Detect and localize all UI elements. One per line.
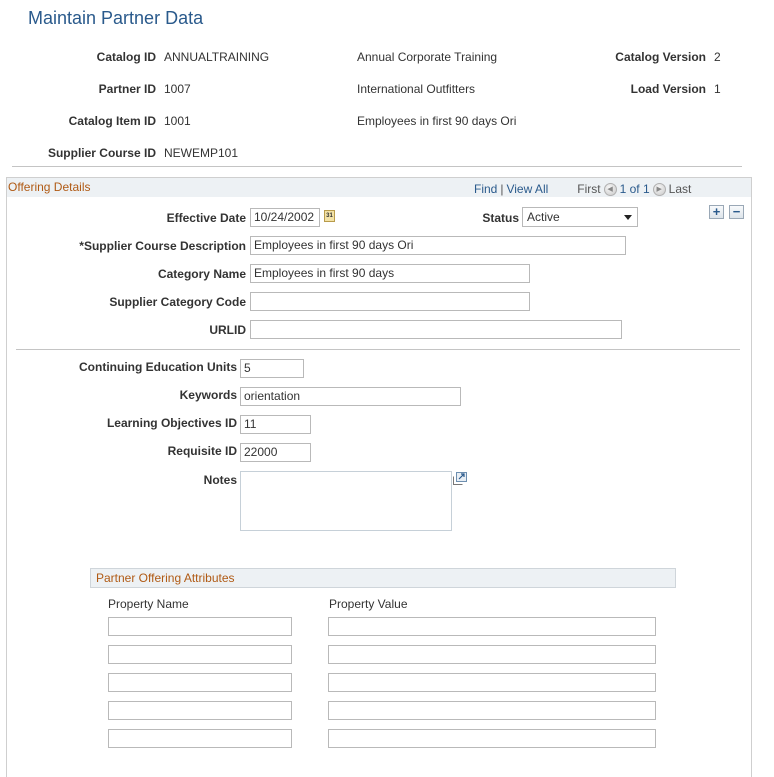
supplier-course-description-input[interactable]: Employees in first 90 days Ori <box>250 236 626 255</box>
page-title: Maintain Partner Data <box>28 8 204 28</box>
property-value-input[interactable] <box>328 645 656 664</box>
requisite-id-input[interactable]: 22000 <box>240 443 311 462</box>
property-name-input[interactable] <box>108 701 292 720</box>
keywords-input[interactable]: orientation <box>240 387 461 406</box>
property-name-input[interactable] <box>108 729 292 748</box>
supplier-category-code-label: Supplier Category Code <box>109 295 246 309</box>
partner-id-label: Partner ID <box>98 82 156 96</box>
effective-date-label: Effective Date <box>166 211 246 225</box>
header-divider <box>12 166 742 167</box>
status-label: Status <box>482 211 519 225</box>
view-all-link[interactable]: View All <box>506 182 549 196</box>
catalog-item-id-value: 1001 <box>164 114 191 128</box>
ceu-label: Continuing Education Units <box>79 360 237 374</box>
first-label: First <box>577 182 601 196</box>
load-version-label: Load Version <box>630 82 706 96</box>
supplier-course-description-label: *Supplier Course Description <box>79 239 246 253</box>
catalog-version-value: 2 <box>714 50 721 64</box>
partner-offering-attributes-title: Partner Offering Attributes <box>96 571 235 585</box>
catalog-item-id-label: Catalog Item ID <box>68 114 156 128</box>
previous-row-icon[interactable]: ◀ <box>604 183 617 196</box>
supplier-category-code-input[interactable] <box>250 292 530 311</box>
property-name-header: Property Name <box>108 597 189 611</box>
supplier-course-id-value: NEWEMP101 <box>164 146 239 160</box>
catalog-id-value: ANNUALTRAINING <box>164 50 270 64</box>
nav-separator: | <box>500 182 504 196</box>
row-count: 1 of 1 <box>619 182 650 196</box>
row-navigation <box>474 182 691 196</box>
learning-objectives-id-label: Learning Objectives ID <box>106 416 237 430</box>
property-value-input[interactable] <box>328 701 656 720</box>
calendar-icon[interactable]: 31 <box>324 210 335 222</box>
catalog-version-label: Catalog Version <box>615 50 706 64</box>
learning-objectives-id-input[interactable]: 11 <box>240 415 311 434</box>
supplier-course-id-label: Supplier Course ID <box>47 146 156 160</box>
status-selected-value: Active <box>527 210 560 224</box>
ceu-input[interactable]: 5 <box>240 359 304 378</box>
category-name-label: Category Name <box>157 267 246 281</box>
property-name-input[interactable] <box>108 673 292 692</box>
next-row-icon[interactable]: ▶ <box>653 183 666 196</box>
property-value-input[interactable] <box>328 673 656 692</box>
urlid-label: URLID <box>209 323 246 337</box>
catalog-item-description: Employees in first 90 days Ori <box>357 114 517 128</box>
delete-row-button[interactable]: − <box>729 205 744 219</box>
notes-label: Notes <box>203 473 237 487</box>
expand-textarea-icon[interactable] <box>453 472 466 484</box>
load-version-value: 1 <box>714 82 721 96</box>
partner-description: International Outfitters <box>357 82 476 96</box>
property-value-input[interactable] <box>328 729 656 748</box>
partner-id-value: 1007 <box>164 82 191 96</box>
property-value-header: Property Value <box>329 597 408 611</box>
property-name-input[interactable] <box>108 617 292 636</box>
category-name-input[interactable]: Employees in first 90 days <box>250 264 530 283</box>
offering-details-title: Offering Details <box>8 180 91 194</box>
requisite-id-label: Requisite ID <box>167 444 237 458</box>
notes-textarea[interactable] <box>240 471 452 531</box>
add-row-button[interactable]: + <box>709 205 724 219</box>
offering-divider <box>16 349 740 350</box>
catalog-description: Annual Corporate Training <box>357 50 498 64</box>
keywords-label: Keywords <box>179 388 237 402</box>
catalog-id-label: Catalog ID <box>96 50 156 64</box>
status-select[interactable] <box>522 207 638 227</box>
property-name-input[interactable] <box>108 645 292 664</box>
urlid-input[interactable] <box>250 320 622 339</box>
effective-date-input[interactable]: 10/24/2002 <box>250 208 320 227</box>
last-label: Last <box>668 182 692 196</box>
chevron-down-icon <box>624 215 632 220</box>
property-value-input[interactable] <box>328 617 656 636</box>
find-link[interactable]: Find <box>474 182 498 196</box>
